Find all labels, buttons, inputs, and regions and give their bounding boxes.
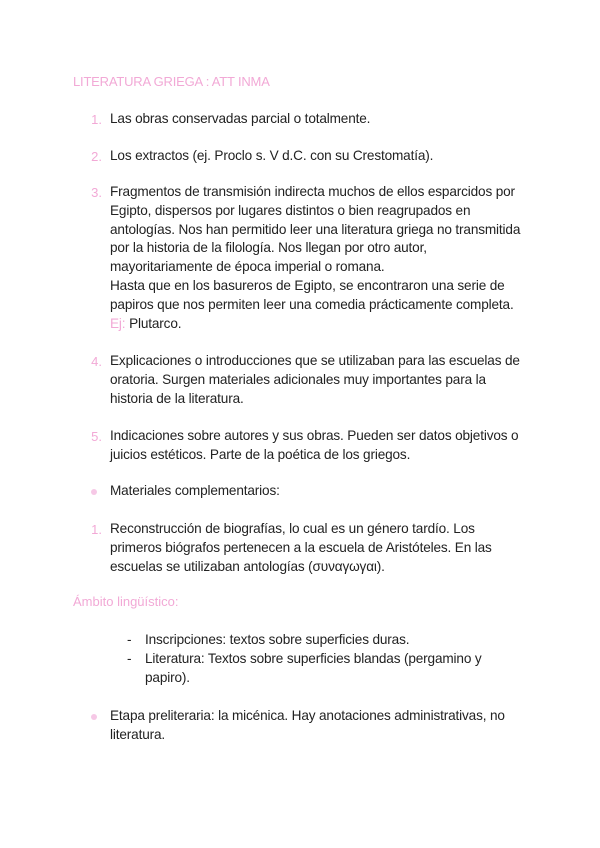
dash-marker: - — [127, 632, 132, 647]
section-heading: Ámbito lingüístico: — [73, 594, 179, 609]
list-number: 5. — [91, 429, 102, 444]
list-number: 1. — [91, 112, 102, 127]
example-text: Plutarco. — [129, 315, 182, 331]
paragraph: Fragmentos de transmisión indirecta muchos de ellos esparcidos por Egipto, dispersos por lugares distintos o bien reagrupados en antologías. Nos han permitido leer una literatura griega no transmitida por la historia de la filología. Nos llegan por otro autor, mayoritariamente de época imperial o romana. — [110, 184, 521, 275]
paragraph: Hasta que en los basureros de Egipto, se encontraron una serie de papiros que nos permiten leer una comedia prácticamente completa. — [110, 277, 514, 312]
list-number: 2. — [91, 149, 102, 164]
sub-list-item-text: Literatura: Textos sobre superficies blandas (pergamino y papiro). — [145, 651, 482, 685]
list-number: 1. — [91, 522, 102, 537]
list-item-text: Etapa preliteraria: la micénica. Hay anotaciones administrativas, no literatura. — [110, 708, 505, 742]
list-item-text — [110, 183, 530, 333]
sub-list-item-text: Inscripciones: textos sobre superficies duras. — [145, 632, 410, 647]
bullet-icon — [91, 489, 97, 495]
list-number: 3. — [91, 185, 102, 200]
bullet-icon — [91, 714, 97, 720]
list-item-text: Las obras conservadas parcial o totalmente. — [110, 111, 371, 126]
list-item-text: Materiales complementarios: — [110, 483, 280, 498]
list-item-text: Reconstrucción de biografías, lo cual es un género tardío. Los primeros biógrafos pertenecen a la escuela de Aristóteles. En las escuelas se utilizaban antologías (συναγωγαι). — [110, 521, 492, 574]
dash-marker: - — [127, 651, 132, 666]
list-item-text: Los extractos (ej. Proclo s. V d.C. con su Crestomatía). — [110, 148, 434, 163]
example-label: Ej: — [110, 315, 126, 331]
document-title: LITERATURA GRIEGA : ATT INMA — [73, 74, 270, 89]
list-item-text: Explicaciones o introducciones que se utilizaban para las escuelas de oratoria. Surgen materiales adicionales muy importantes para la historia de la literatura. — [110, 353, 520, 406]
list-item-text: Indicaciones sobre autores y sus obras. Pueden ser datos objetivos o juicios estéticos. Parte de la poética de los griegos. — [110, 428, 519, 462]
list-number: 4. — [91, 354, 102, 369]
